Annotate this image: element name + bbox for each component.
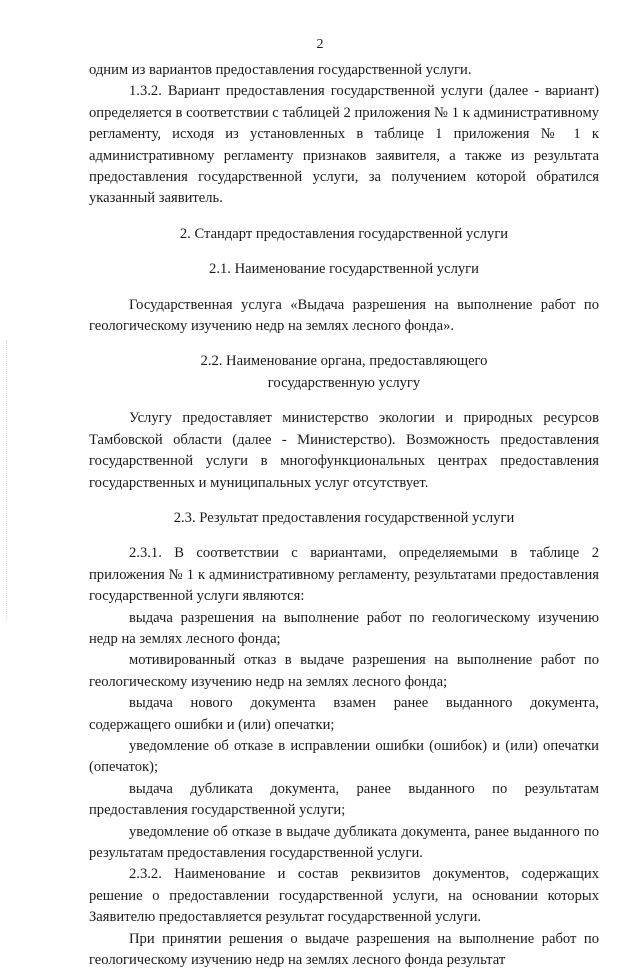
paragraph-2-1: Государственная услуга «Выдача разрешения на выполнение работ по геологическому изучению недр на землях лесного фонда». [89, 296, 599, 335]
page-number: 2 [316, 37, 324, 52]
list-item: выдача нового документа взамен ранее выданного документа, содержащего ошибки и (или) опечатки; [89, 695, 599, 733]
list-item: мотивированный отказ в выдаче разрешения на выполнение работ по геологическому изучению недр на землях лесного фонда; [89, 652, 599, 690]
section-heading-2: 2. Стандарт предоставления государственной услуги [179, 225, 509, 242]
subsection-heading-2-1: 2.1. Наименование государственной услуги [209, 261, 479, 278]
paragraph-2-3-3: При принятии решения о выдаче разрешения на выполнение работ по геологическому изучению недр на землях лесного фонда результат [89, 930, 599, 969]
list-item: выдача разрешения на выполнение работ по геологическому изучению недр на землях лесного фонда; [89, 609, 599, 647]
subsection-heading-2-2-line2: государственную услугу [267, 374, 421, 391]
paragraph-2-3-2: 2.3.2. Наименование и состав реквизитов документов, содержащих решение о предоставлении государственной услуги, на основании которых Заявителю предоставляется результат государственной услуги. [89, 866, 599, 926]
subsection-heading-2-2-line1: 2.2. Наименование органа, предоставляющего [200, 353, 488, 370]
paragraph-2-2: Услугу предоставляет министерство экологии и природных ресурсов Тамбовской области (далее - Министерство). Возможность предоставления государственной услуги в многофункциональных центрах предоставления государственных и муниципальных услуг отсутствует. [89, 410, 599, 491]
paragraph-1-3-2: 1.3.2. Вариант предоставления государственной услуги (далее - вариант) определяется в соответствии с таблицей 2 приложения № 1 к административному регламенту, исходя из установленных в таблице 1 приложения № 1 к административному регламенту признаков заявителя, а также из результата предоставления государственной услуги, за получением которой обратился указанный заявитель. [89, 83, 599, 207]
subsection-heading-2-3: 2.3. Результат предоставления государственной услуги [173, 509, 515, 526]
list-item: уведомление об отказе в исправлении ошибки (ошибок) и (или) опечатки (опечаток); [89, 737, 599, 776]
paragraph-continuation: одним из вариантов предоставления государственной услуги. [89, 62, 472, 78]
scan-margin-marks [6, 340, 11, 620]
list-item: уведомление об отказе в выдаче дубликата документа, ранее выданного по результатам предоставления государственной услуги. [89, 823, 599, 861]
list-item: выдача дубликата документа, ранее выданного по результатам предоставления государственной услуги; [89, 780, 599, 819]
paragraph-2-3-1: 2.3.1. В соответствии с вариантами, определяемыми в таблице 2 приложения № 1 к административному регламенту, результатами предоставления государственной услуги являются: [89, 545, 599, 605]
document-body [89, 60, 599, 971]
